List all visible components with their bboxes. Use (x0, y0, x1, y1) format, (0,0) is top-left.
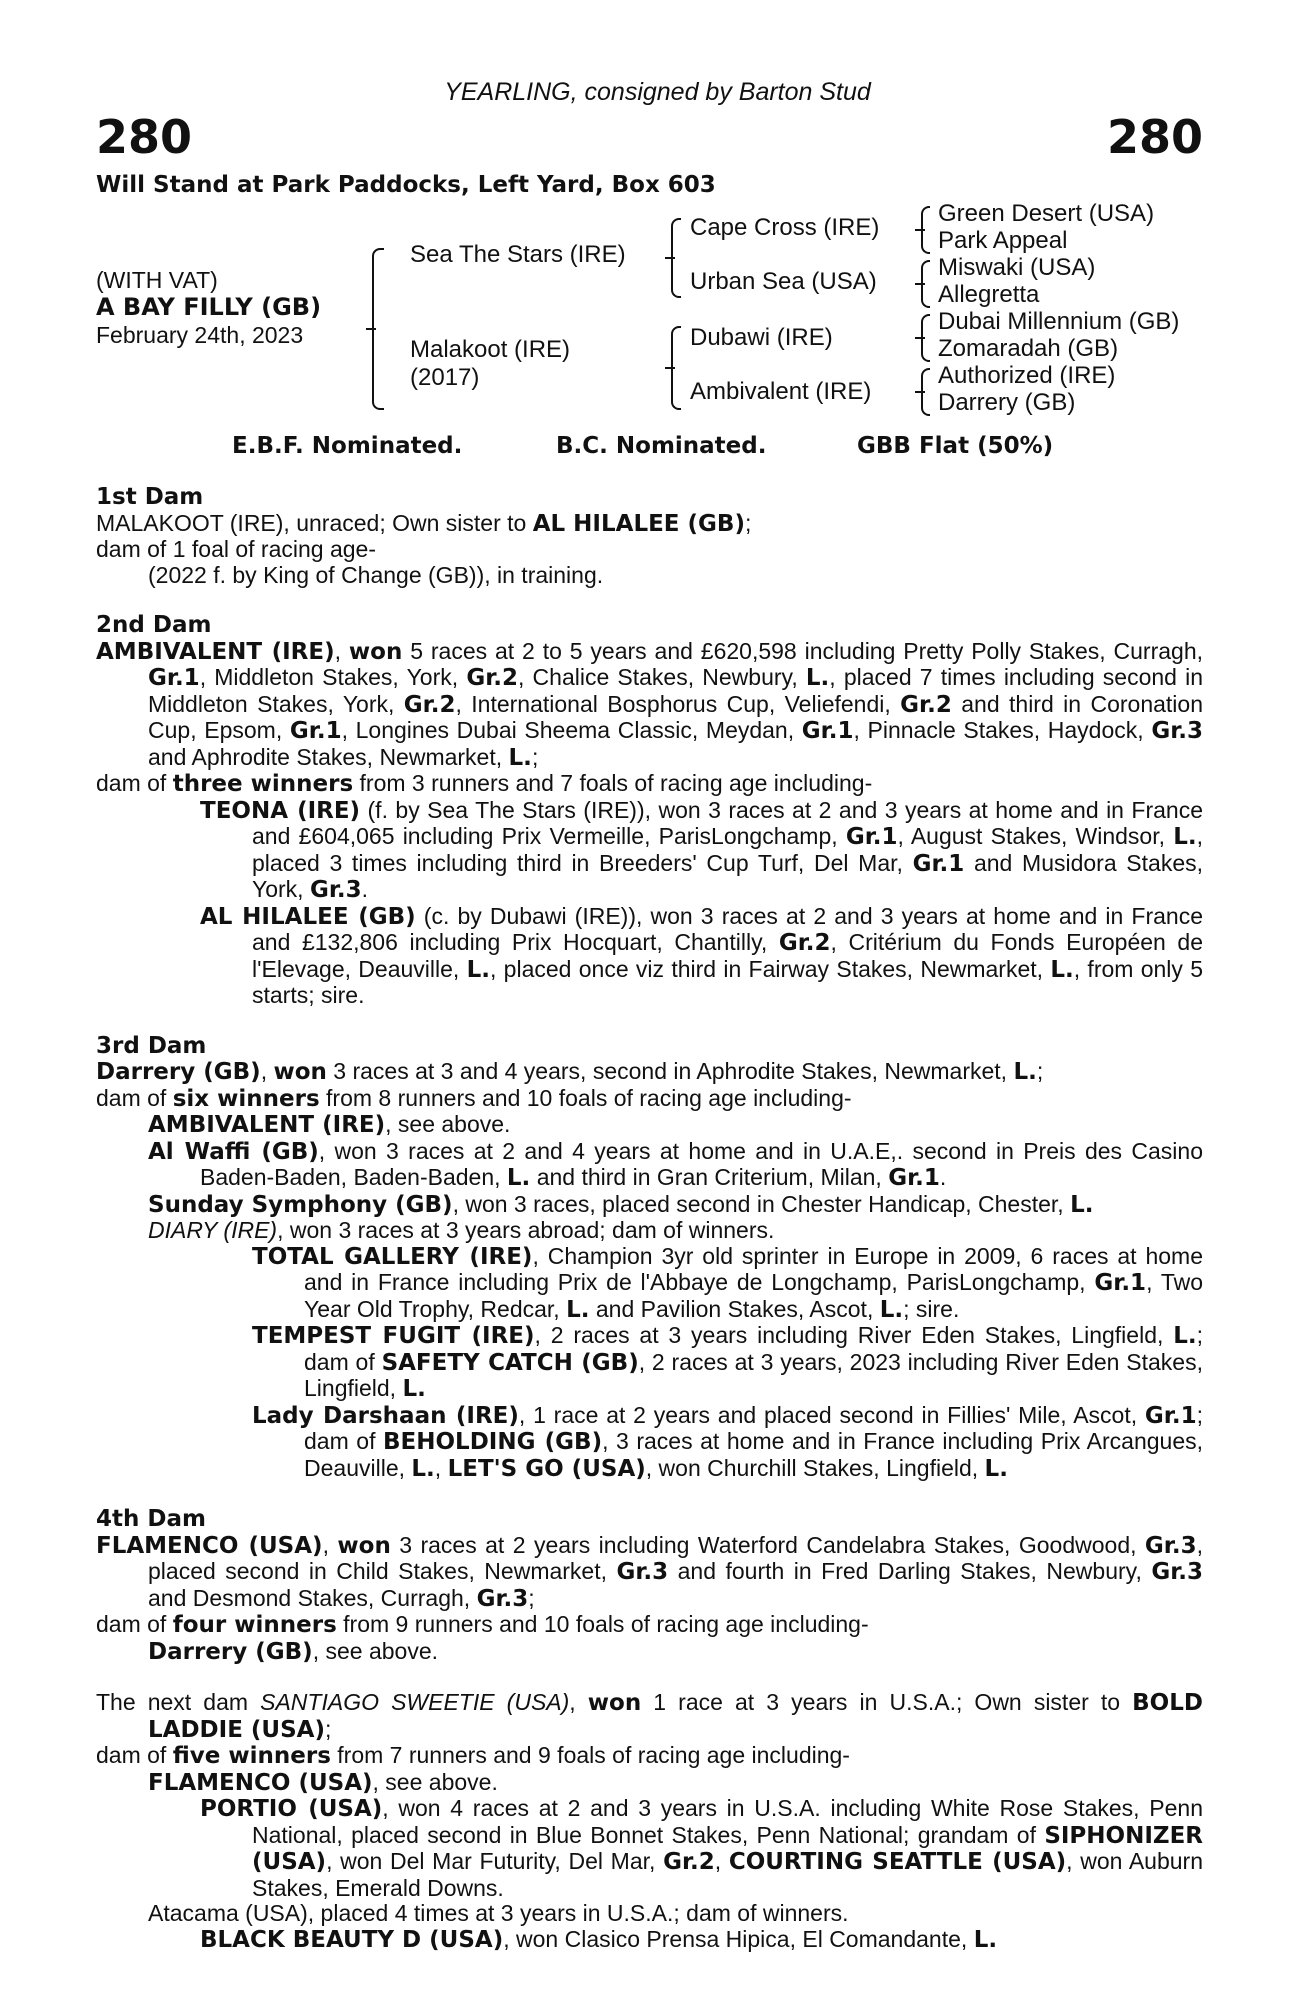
brace-dam-line (671, 326, 681, 410)
pedigree-dam-year: (2017) (410, 364, 480, 391)
al-hilalee-entry: AL HILALEE (GB) (c. by Dubawi (IRE)), won 3 races at 2 and 3 years at home and in France and £132,806 including Prix Hocquart, Chantilly, Gr.2, Critérium du Fonds Européen de l'Elevage, Deauville, L., placed once viz third in Fairway Stakes, Newmarket, L., from only 5 starts; sire. (200, 902, 1204, 1008)
brace-g4 (921, 368, 930, 416)
pedigree-g6: Zomaradah (GB) (938, 335, 1119, 362)
darrery-entry: Darrery (GB), won 3 races at 3 and 4 years, second in Aphrodite Stakes, Newmarket, L.; (96, 1058, 1044, 1085)
ambivalent-ref: AMBIVALENT (IRE), see above. (148, 1111, 511, 1138)
pedigree-g4: Allegretta (938, 281, 1040, 308)
black-beauty-entry: BLACK BEAUTY D (USA), won Clasico Prensa Hipica, El Comandante, L. (200, 1925, 998, 1953)
pedigree-sire: Sea The Stars (IRE) (410, 241, 626, 268)
ambivalent-entry: AMBIVALENT (IRE), won 5 races at 2 to 5 years and £620,598 including Pretty Polly Stakes, Curragh, Gr.1, Middleton Stakes, York, Gr.2, Chalice Stakes, Newbury, L., placed 7 times including second in Middleton Stakes, York, Gr.2, International Bosphorus Cup, Veliefendi, Gr.2 and third in Coronation Cup, Epsom, Gr.1, Longines Dubai Sheema Classic, Meydan, Gr.1, Pinnacle Stakes, Haydock, Gr.3 and Aphrodite Stakes, Newmarket, L.; (96, 637, 1203, 771)
vat-label: (WITH VAT) (96, 267, 218, 293)
lot-number-left: 280 (96, 110, 193, 164)
pedigree-sire-sire: Cape Cross (IRE) (690, 214, 880, 241)
darrery-produce: dam of six winners from 8 runners and 10 foals of racing age including- (96, 1084, 852, 1112)
al-waffi-text: Al Waffi (GB), won 3 races at 2 and 4 years at home and in U.A.E,. second in Preis des Casino Baden-Baden, Baden-Baden, L. and third in Gran Criterium, Milan, Gr.1. (148, 1137, 1203, 1191)
pedigree-g8: Darrery (GB) (938, 389, 1076, 416)
next-dam-produce: dam of five winners from 7 runners and 9 foals of racing age including- (96, 1742, 850, 1769)
brace-generation-1 (372, 248, 384, 410)
ambivalent-produce: dam of three winners from 3 runners and 7 foals of racing age including- (96, 770, 873, 797)
flamenco-ref: FLAMENCO (USA), see above. (148, 1768, 498, 1796)
brace-g2 (921, 260, 930, 308)
gbb-flat: GBB Flat (50%) (857, 433, 1054, 459)
sunday-symphony-entry: Sunday Symphony (GB), won 3 races, placed second in Chester Handicap, Chester, L. (148, 1190, 1094, 1218)
total-gallery-entry: TOTAL GALLERY (IRE), Champion 3yr old sprinter in Europe in 2009, 6 races at home and in France including Prix de l'Abbaye de Longchamp, ParisLongchamp, Gr.1, Two Year Old Trophy, Redcar, L. and Pavilion Stakes, Ascot, L.; sire. (252, 1242, 1204, 1323)
foaling-date: February 24th, 2023 (96, 322, 304, 348)
ebf-nomination: E.B.F. Nominated. (232, 433, 463, 459)
pedigree-dam-sire: Dubawi (IRE) (690, 324, 833, 351)
atacama-entry: Atacama (USA), placed 4 times at 3 years in U.S.A.; dam of winners. (148, 1900, 849, 1926)
brace-g1 (921, 206, 930, 254)
bc-nomination: B.C. Nominated. (556, 433, 767, 459)
pedigree-g2: Park Appeal (938, 227, 1068, 254)
next-dam-entry: The next dam SANTIAGO SWEETIE (USA), won 1 race at 3 years in U.S.A.; Own sister to BOLD LADDIE (USA); (96, 1689, 1203, 1743)
third-dam-heading: 3rd Dam (96, 1032, 207, 1059)
portio-text: PORTIO (USA), won 4 races at 2 and 3 years in U.S.A. including White Rose Stakes, Penn National, placed second in Blue Bonnet Stakes, Penn National; grandam of SIPHONIZER (USA), won Del Mar Futurity, Del Mar, Gr.2, COURTING SEATTLE (USA), won Auburn Stakes, Emerald Downs. (200, 1795, 1203, 1901)
diary-entry: DIARY (IRE), won 3 races at 3 years abroad; dam of winners. (148, 1217, 775, 1243)
lot-number-right: 280 (1106, 110, 1203, 164)
fourth-dam-heading: 4th Dam (96, 1506, 206, 1532)
pedigree-sire-dam: Urban Sea (USA) (690, 268, 877, 295)
lady-darshaan-entry: Lady Darshaan (IRE), 1 race at 2 years and placed second in Fillies' Mile, Ascot, Gr.1; dam of BEHOLDING (GB), 3 races at home and in France including Prix Arcangues, Deauville, L., LET'S GO (USA), won Churchill Stakes, Lingfield, L. (252, 1401, 1203, 1482)
dam-record (96, 485, 1203, 1953)
pedigree-dam: Malakoot (IRE) (410, 336, 571, 363)
horse-name: A BAY FILLY (GB) (96, 293, 322, 321)
pedigree-dam-dam: Ambivalent (IRE) (690, 378, 872, 405)
pedigree-g3: Miswaki (USA) (938, 254, 1096, 281)
flamenco-entry: FLAMENCO (USA), won 3 races at 2 years including Waterford Candelabra Stakes, Goodwood, Gr.3, placed second in Child Stakes, Newmarket, Gr.3 and fourth in Fred Darling Stakes, Newbury, Gr.3 and Desmond Stakes, Curragh, Gr.3; (96, 1531, 1203, 1612)
first-dam-heading: 1st Dam (96, 484, 204, 510)
pedigree-g7: Authorized (IRE) (938, 362, 1116, 389)
pedigree-g1: Green Desert (USA) (938, 200, 1155, 227)
brace-g3 (921, 314, 930, 362)
box-location: Will Stand at Park Paddocks, Left Yard, Box 603 (96, 172, 716, 198)
first-dam-foal-2022: (2022 f. by King of Change (GB)), in training. (148, 561, 604, 588)
pedigree-g5: Dubai Millennium (GB) (938, 308, 1180, 335)
first-dam-foals: dam of 1 foal of racing age- (96, 536, 376, 562)
tempest-fugit-entry: TEMPEST FUGIT (IRE), 2 races at 3 years including River Eden Stakes, Lingfield, L.; dam of SAFETY CATCH (GB), 2 races at 3 years, 2023 including River Eden Stakes, Lingfield, L. (252, 1322, 1203, 1402)
consignor-line: YEARLING, consigned by Barton Stud (444, 78, 871, 106)
second-dam-heading: 2nd Dam (96, 612, 212, 638)
brace-sire-line (671, 218, 681, 298)
flamenco-produce: dam of four winners from 9 runners and 10 foals of racing age including- (96, 1611, 869, 1638)
first-dam-entry: MALAKOOT (IRE), unraced; Own sister to AL HILALEE (GB); (96, 509, 752, 537)
darrery-ref: Darrery (GB), see above. (148, 1637, 438, 1665)
teona-entry: TEONA (IRE) (f. by Sea The Stars (IRE)), won 3 races at 2 and 3 years at home and in France and £604,065 including Prix Vermeille, ParisLongchamp, Gr.1, August Stakes, Windsor, L., placed 3 times including third in Breeders' Cup Turf, Del Mar, Gr.1 and Musidora Stakes, York, Gr.3. (200, 796, 1204, 903)
